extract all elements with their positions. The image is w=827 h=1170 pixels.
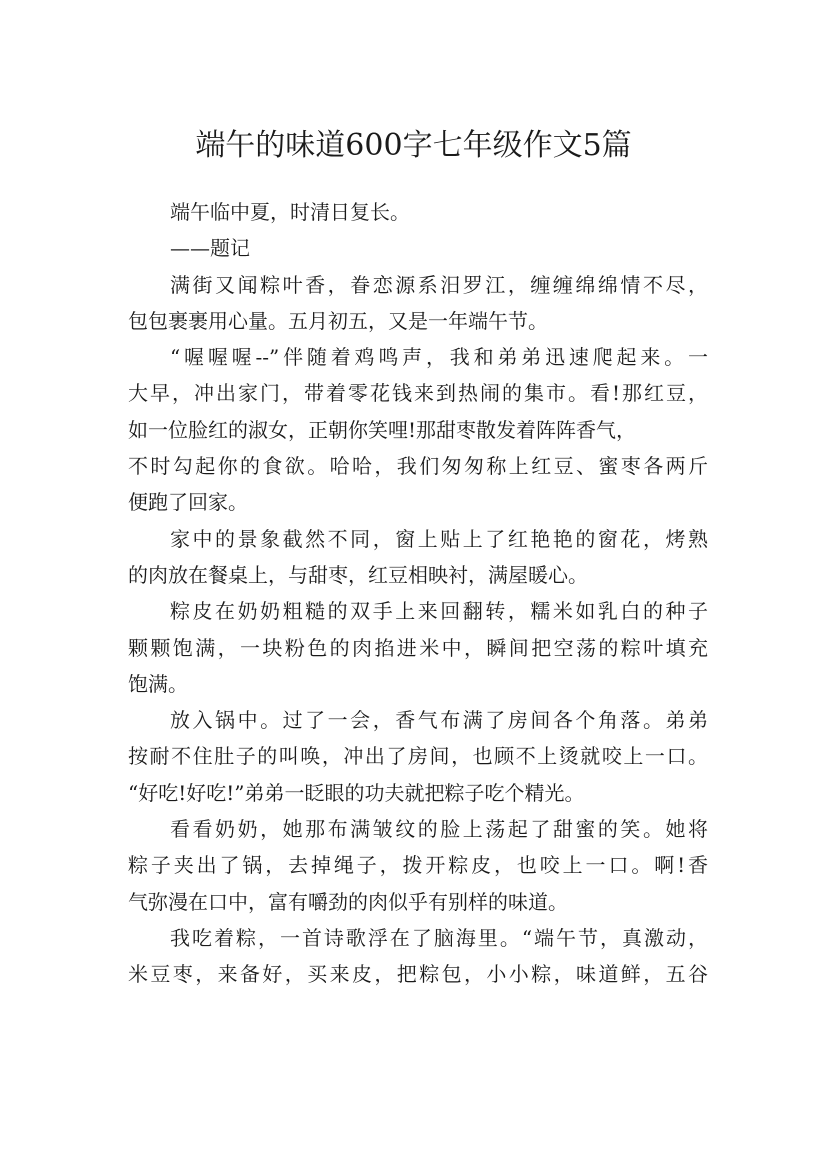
article-body — [128, 194, 708, 993]
text-line: 满街又闻粽叶香，眷恋源系汨罗江，缠缠绵绵情不尽， — [170, 272, 708, 297]
text-line: 放入锅中。过了一会，香气布满了房间各个角落。弟弟 — [170, 708, 708, 733]
text-line: 大早，冲出家门，带着零花钱来到热闹的集市。看!那红豆， — [128, 381, 708, 406]
text-line: 按耐不住肚子的叫唤，冲出了房间，也顾不上烫就咬上一口。 — [128, 744, 708, 769]
text-line: 气弥漫在口中，富有嚼劲的肉似乎有别样的味道。 — [128, 889, 568, 914]
text-line: “好吃!好吃!”弟弟一眨眼的功夫就把粽子吃个精光。 — [128, 780, 585, 805]
text-line: 家中的景象截然不同，窗上贴上了红艳艳的窗花，烤熟 — [170, 526, 708, 551]
text-line: 如一位脸红的淑女，正朝你笑哩!那甜枣散发着阵阵香气， — [128, 417, 637, 442]
text-line: 我吃着粽，一首诗歌浮在了脑海里。“端午节，真激动， — [170, 925, 708, 950]
text-line: 米豆枣，来备好，买来皮，把粽包，小小粽，味道鲜，五谷 — [128, 962, 708, 987]
text-line: ——题记 — [170, 236, 250, 261]
document-title: 端午的味道600字七年级作文5篇 — [195, 128, 632, 164]
text-line: 看看奶奶，她那布满皱纹的脸上荡起了甜蜜的笑。她将 — [170, 817, 708, 842]
text-line: “喔喔喔--”伴随着鸡鸣声，我和弟弟迅速爬起来。一 — [170, 345, 708, 370]
text-line: 包包裹裹用心量。五月初五，又是一年端午节。 — [128, 308, 548, 333]
text-line: 不时勾起你的食欲。哈哈，我们匆匆称上红豆、蜜枣各两斤 — [128, 454, 708, 479]
text-line: 端午临中夏，时清日复长。 — [170, 200, 410, 224]
text-line: 饱满。 — [128, 671, 188, 696]
text-line: 颗颗饱满，一块粉色的肉掐进米中，瞬间把空荡的粽叶填充 — [128, 635, 708, 660]
text-line: 粽子夹出了锅，去掉绳子，拨开粽皮，也咬上一口。啊!香 — [128, 853, 708, 878]
text-line: 粽皮在奶奶粗糙的双手上来回翻转，糯米如乳白的种子 — [170, 599, 708, 624]
text-line: 的肉放在餐桌上，与甜枣，红豆相映衬，满屋暖心。 — [128, 562, 588, 587]
text-line: 便跑了回家。 — [128, 490, 248, 515]
